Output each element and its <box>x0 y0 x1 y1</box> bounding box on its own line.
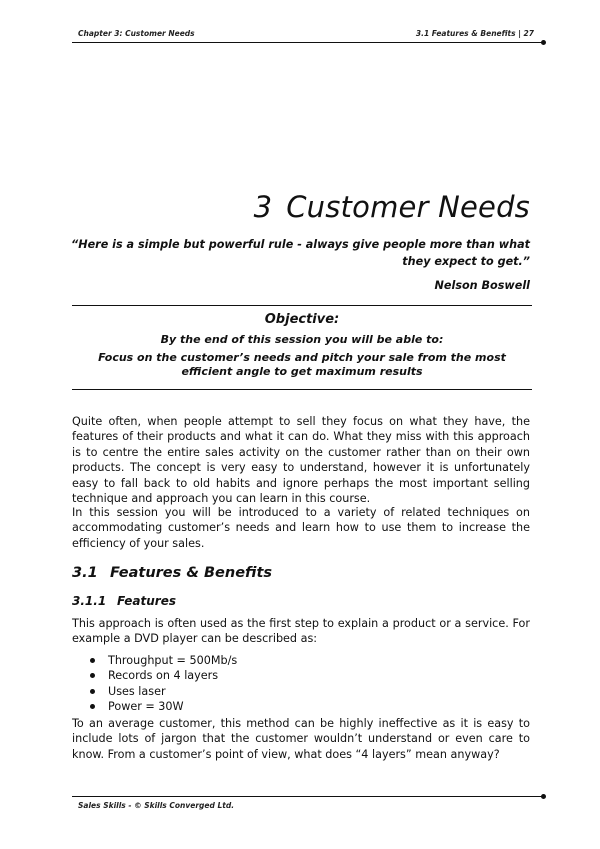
page-header <box>72 26 542 42</box>
list-item: Records on 4 layers <box>90 668 237 683</box>
paragraph-closing: To an average customer, this method can be highly ineffective as it is easy to include lots of jargon that the customer wouldn’t understand or even care to know. From a customer’s point of view, what does “4 layers” mean anyway? <box>72 717 530 761</box>
section-number: 3.1 <box>72 565 98 581</box>
list-item: Throughput = 500Mb/s <box>90 653 237 668</box>
paragraph-features-intro: This approach is often used as the first step to explain a product or a service. For example a DVD player can be described as: <box>72 617 530 646</box>
header-rule-dot <box>541 40 546 45</box>
feature-list <box>90 653 237 715</box>
subsection-number: 3.1.1 <box>72 594 107 608</box>
footer-text: Sales Skills - © Skills Converged Ltd. <box>78 801 235 810</box>
section-title: Features & Benefits <box>110 565 273 581</box>
objective-focus: Focus on the customer’s needs and pitch your sale from the most efficient angle to get maximum results <box>98 351 506 378</box>
epigraph-quote: “Here is a simple but powerful rule - always give people more than what they expect to get.” <box>71 238 530 268</box>
page-footer <box>72 796 542 812</box>
subsection-heading <box>72 594 176 608</box>
objective-title: Objective: <box>264 312 340 327</box>
paragraph-intro: Quite often, when people attempt to sell they focus on what they have, the features of their products and what it can do. What they miss with this approach is to centre the entire sales activity on the customer rather than on their own products. The concept is very easy to understand, however it is unfortunately easy to fall back to old habits and ignore perhaps the most important selling technique and approach you can learn in this course. <box>72 415 530 506</box>
header-chapter: Chapter 3: Customer Needs <box>78 29 195 38</box>
section-heading <box>72 565 272 581</box>
footer-rule-dot <box>541 794 546 799</box>
list-item: Uses laser <box>90 684 237 699</box>
chapter-title <box>254 190 530 224</box>
epigraph-author: Nelson Boswell <box>434 279 530 292</box>
header-section-page: 3.1 Features & Benefits | 27 <box>415 29 534 38</box>
list-item: Power = 30W <box>90 699 237 714</box>
objective-box <box>72 305 532 390</box>
header-rule <box>72 42 542 43</box>
footer-rule <box>72 796 542 797</box>
paragraph-session: In this session you will be introduced to a variety of related techniques on accommodating customer’s needs and learn how to use them to increase the efficiency of your sales. <box>72 506 530 550</box>
subsection-title: Features <box>117 594 176 608</box>
chapter-title-text: Customer Needs <box>286 190 530 224</box>
objective-intro: By the end of this session you will be able to: <box>160 333 444 346</box>
chapter-number: 3 <box>253 190 273 224</box>
